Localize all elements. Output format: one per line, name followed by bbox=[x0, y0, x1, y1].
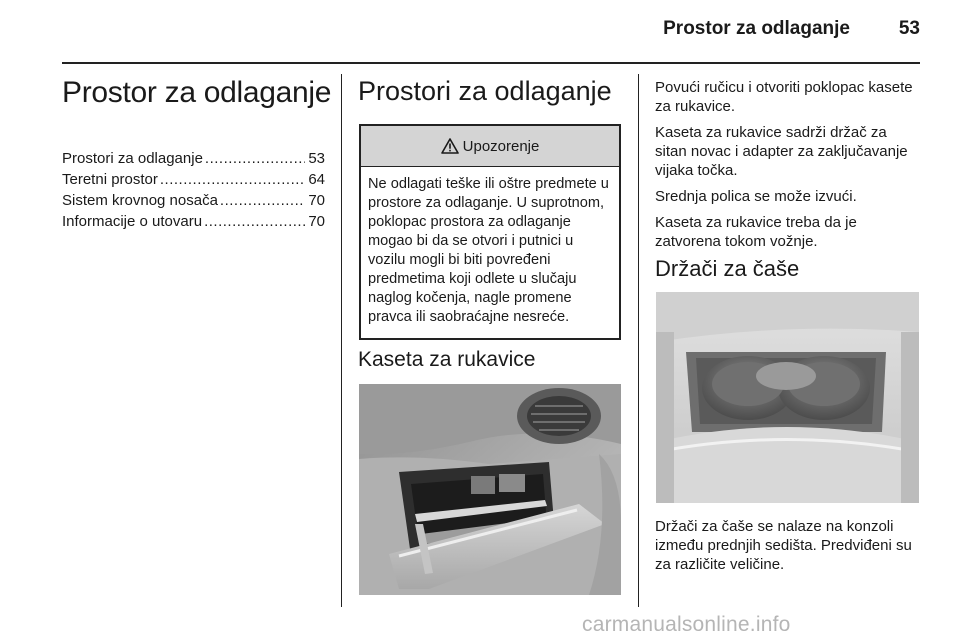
toc-entry[interactable] bbox=[62, 213, 325, 234]
cupholders-text: Držači za čaše se nalaze na konzoli između prednjih sedišta. Predviđeni su za različite veličine. bbox=[655, 518, 912, 573]
glovebox-photo bbox=[359, 384, 621, 595]
toc-entry-label: Prostori za odlaganje bbox=[62, 150, 203, 167]
paragraph: Kaseta za rukavice treba da je zatvorena tokom vožnje. bbox=[655, 214, 857, 250]
cupholders-title: Držači za čaše bbox=[655, 256, 800, 281]
toc-entry[interactable] bbox=[62, 171, 325, 192]
toc-entry[interactable] bbox=[62, 192, 325, 213]
cupholders-photo bbox=[656, 292, 919, 503]
running-header-title: Prostor za odlaganje bbox=[663, 18, 850, 39]
page-number: 53 bbox=[898, 18, 920, 39]
column-divider-right bbox=[638, 74, 639, 607]
paragraph: Kaseta za rukavice sadrži držač za sitan novac i adapter za zaključavanje vijaka točka. bbox=[655, 124, 908, 179]
warning-heading: Upozorenje bbox=[462, 137, 540, 155]
column-divider-left bbox=[341, 74, 342, 607]
chapter-title: Prostor za odlaganje bbox=[62, 76, 332, 109]
warning-header bbox=[361, 126, 619, 167]
warning-text: Ne odlagati teške ili oštre predmete u prostore za odlaganje. U suprotnom, poklopac prostora za odlaganje mogao bi da se otvori i putnici u vozilu mogli bi biti povređeni predmetima koji odlete u slučaju naglog kočenja, nagle promene pravca ili saobraćajne nesreće. bbox=[368, 176, 609, 325]
toc-entry-page: 70 bbox=[308, 213, 325, 230]
watermark: carmanualsonline.info bbox=[582, 613, 791, 636]
toc-leader-dots bbox=[204, 213, 305, 230]
toc-entry-page: 70 bbox=[308, 192, 325, 209]
warning-box bbox=[359, 124, 621, 340]
header-rule bbox=[62, 62, 920, 64]
glovebox-title: Kaseta za rukavice bbox=[358, 348, 536, 371]
toc-entry-label: Informacije o utovaru bbox=[62, 213, 203, 230]
section-title: Prostori za odlaganje bbox=[358, 76, 612, 106]
toc-leader-dots bbox=[160, 171, 305, 188]
table-of-contents bbox=[62, 150, 325, 234]
toc-entry-page: 64 bbox=[308, 171, 325, 188]
toc-leader-dots bbox=[220, 192, 305, 209]
toc-entry-label: Sistem krovnog nosača bbox=[62, 192, 218, 209]
toc-entry-label: Teretni prostor bbox=[62, 171, 158, 188]
paragraph: Povući ručicu i otvoriti poklopac kasete za rukavice. bbox=[655, 79, 913, 115]
glovebox-text bbox=[655, 78, 921, 258]
paragraph: Srednja polica se može izvući. bbox=[655, 188, 857, 205]
toc-leader-dots bbox=[205, 150, 305, 167]
toc-entry[interactable] bbox=[62, 150, 325, 171]
toc-entry-page: 53 bbox=[308, 150, 325, 167]
warning-triangle-icon bbox=[441, 138, 459, 154]
